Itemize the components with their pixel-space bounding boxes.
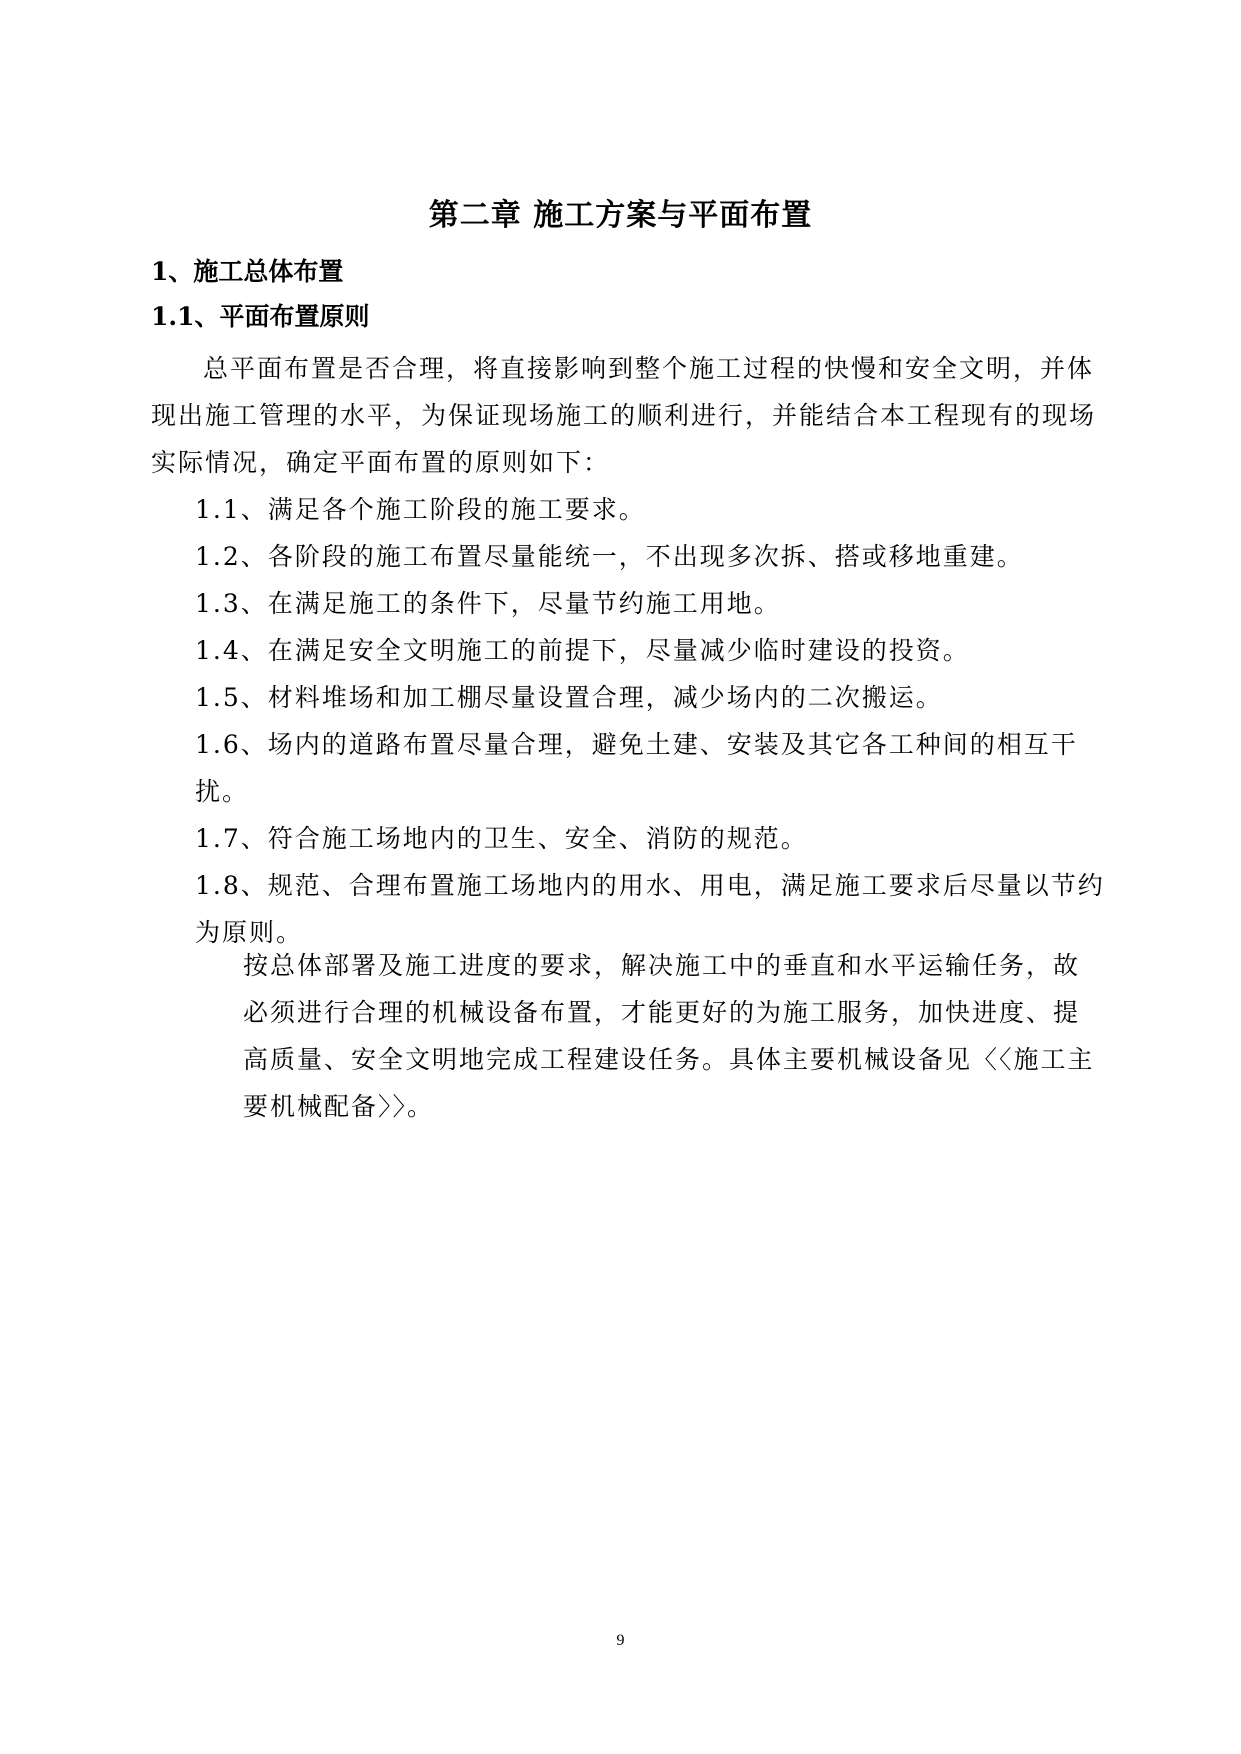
list-item: 1.6、场内的道路布置尽量合理，避免土建、安装及其它各工种间的相互干扰。 <box>195 730 1078 806</box>
closing-paragraph: 按总体部署及施工进度的要求，解决施工中的垂直和水平运输任务，故必须进行合理的机械设备布置，才能更好的为施工服务，加快进度、提高质量、安全文明地完成工程建设任务。具体主要机械设备见〈〈施工主要机械配备〉〉。 <box>243 951 1095 1121</box>
list-item: 1.8、规范、合理布置施工场地内的用水、用电，满足施工要求后尽量以节约为原则。 <box>195 871 1105 947</box>
chapter-title: 第二章 施工方案与平面布置 <box>428 198 813 233</box>
intro-paragraph: 总平面布置是否合理，将直接影响到整个施工过程的快慢和安全文明，并体现出施工管理的水平，为保证现场施工的顺利进行，并能结合本工程现有的现场实际情况，确定平面布置的原则如下： <box>151 354 1097 477</box>
subsection-heading: 1.1、平面布置原则 <box>151 302 370 331</box>
list-item: 1.3、在满足施工的条件下，尽量节约施工用地。 <box>195 589 781 618</box>
section-heading: 1、施工总体布置 <box>151 257 344 286</box>
list-item: 1.7、符合施工场地内的卫生、安全、消防的规范。 <box>195 824 808 853</box>
page-number: 9 <box>616 1632 625 1649</box>
list-item: 1.1、满足各个施工阶段的施工要求。 <box>195 495 646 524</box>
list-item: 1.5、材料堆场和加工棚尽量设置合理，减少场内的二次搬运。 <box>195 683 943 712</box>
principles-list <box>195 486 1105 956</box>
list-item: 1.2、各阶段的施工布置尽量能统一，不出现多次拆、搭或移地重建。 <box>195 542 1024 571</box>
list-item: 1.4、在满足安全文明施工的前提下，尽量减少临时建设的投资。 <box>195 636 970 665</box>
